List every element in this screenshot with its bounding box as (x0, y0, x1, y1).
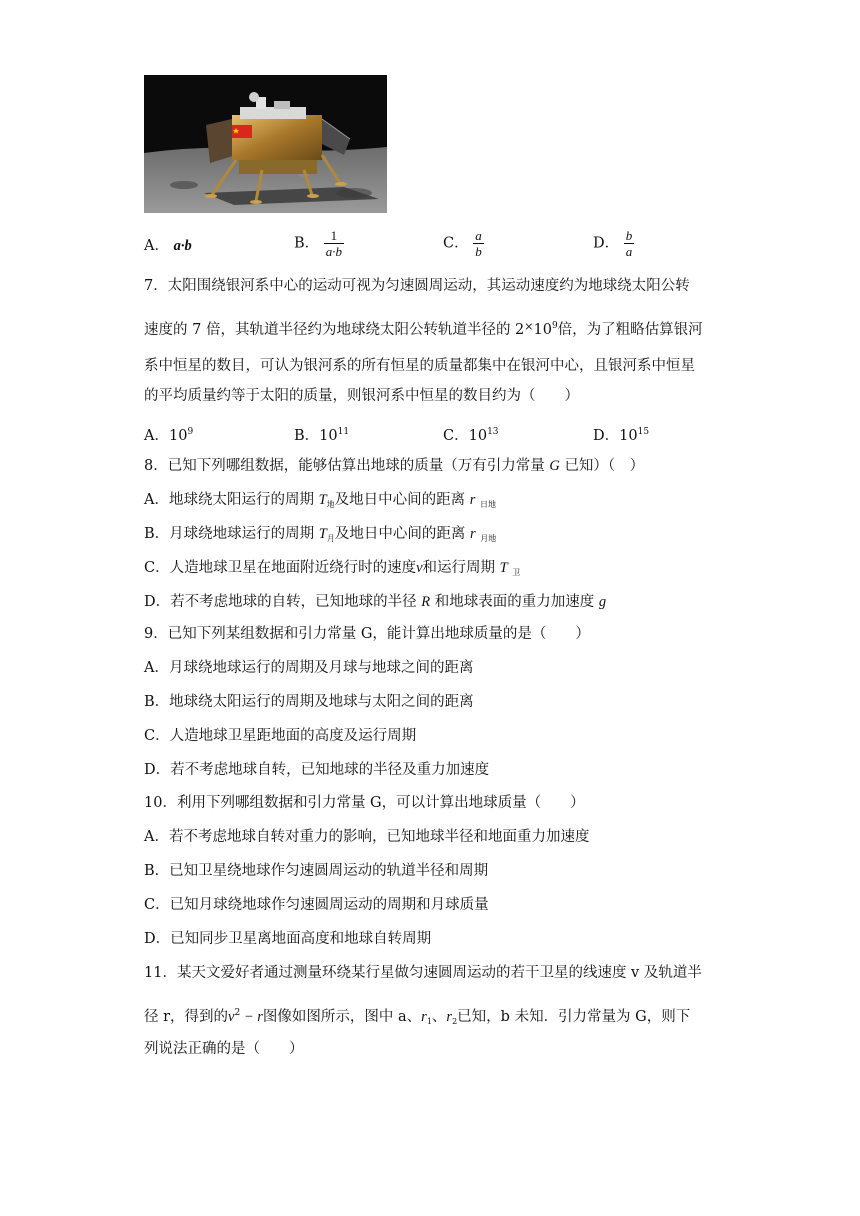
option-expression: a·b (173, 238, 192, 254)
q7-option-c[interactable]: C．$10^{13}$ (443, 427, 499, 444)
q8-option-d[interactable]: D．若不考虑地球的自转，已知地球的半径 R 和地球表面的重力加速度 g (144, 594, 607, 610)
q8-stem: 8．已知下列哪组数据，能够估算出地球的质量（万有引力常量 G 已知）（ ） (144, 458, 645, 474)
q11-stem-line3: 列说法正确的是（ ） (144, 1041, 304, 1057)
fraction: $\frac{b}{a}$ (625, 228, 633, 259)
q7-stem-line4: 的平均质量约等于太阳的质量，则银河系中恒星的数目约为（ ） (144, 388, 579, 404)
q9-option-a[interactable]: A．月球绕地球运行的周期及月球与地球之间的距离 (144, 660, 474, 676)
q6-option-c[interactable] (443, 228, 484, 259)
q6-option-b[interactable] (294, 228, 344, 259)
q7-stem-line1: 7．太阳围绕银河系中心的运动可视为匀速圆周运动，其运动速度约为地球绕太阳公转 (144, 278, 690, 294)
q8-option-a[interactable]: A．地球绕太阳运行的周期 $T_地$及地日中心间的距离 r $_{日地}$ (144, 492, 497, 509)
q7-stem-line3: 系中恒星的数目，可认为银河系的所有恒星的质量都集中在银河中心，且银河系中恒星 (144, 358, 695, 374)
q6-option-d[interactable] (593, 228, 634, 259)
q10-stem: 10．利用下列哪组数据和引力常量 G，可以计算出地球质量（ ） (144, 795, 585, 811)
q7-option-b[interactable]: B．$10^{11}$ (294, 427, 350, 444)
q7-option-a[interactable]: A．$10^9$ (144, 427, 194, 444)
q11-stem-line1: 11．某天文爱好者通过测量环绕某行星做匀速圆周运动的若干卫星的线速度 v 及轨道半 (144, 965, 702, 981)
q10-option-c[interactable]: C．已知月球绕地球作匀速圆周运动的周期和月球质量 (144, 897, 489, 913)
q6-option-a[interactable] (144, 236, 192, 256)
q9-option-b[interactable]: B．地球绕太阳运行的周期及地球与太阳之间的距离 (144, 694, 474, 710)
option-label: A． (144, 238, 169, 254)
fraction: $\frac{1}{a\cdot b}$ (325, 228, 343, 259)
q9-option-c[interactable]: C．人造地球卫星距地面的高度及运行周期 (144, 728, 417, 744)
q8-option-b[interactable]: B．月球绕地球运行的周期 $T_月$及地日中心间的距离 r $_{月地}$ (144, 526, 497, 543)
option-label: B． (294, 235, 320, 252)
option-label: D． (593, 235, 620, 252)
q10-option-a[interactable]: A．若不考虑地球自转对重力的影响，已知地球半径和地面重力加速度 (144, 829, 590, 845)
q10-option-b[interactable]: B．已知卫星绕地球作匀速圆周运动的轨道半径和周期 (144, 863, 489, 879)
q10-option-d[interactable]: D．已知同步卫星离地面高度和地球自转周期 (144, 931, 432, 947)
q9-stem: 9．已知下列某组数据和引力常量 G，能计算出地球质量的是（ ） (144, 626, 590, 642)
lunar-lander-photo (144, 75, 387, 213)
q7-option-d[interactable]: D．$10^{15}$ (593, 427, 650, 444)
option-label: C． (443, 235, 469, 252)
q8-option-c[interactable]: C．人造地球卫星在地面附近绕行时的速度v和运行周期 T $_卫$ (144, 560, 521, 577)
q7-stem-line2: 速度的 7 倍，其轨道半径约为地球绕太阳公转轨道半径的 $2^\times 10^9$倍，为了粗略估算银河 (144, 320, 703, 338)
q11-stem-line2: 径 r，得到的$v^2 - r$图像如图所示，图中 a、$r_1$、$r_2$已知，b 未知．引力常量为 G，则下 (144, 1008, 691, 1026)
fraction: $\frac{a}{b}$ (475, 228, 482, 259)
q9-option-d[interactable]: D．若不考虑地球自转，已知地球的半径及重力加速度 (144, 762, 490, 778)
